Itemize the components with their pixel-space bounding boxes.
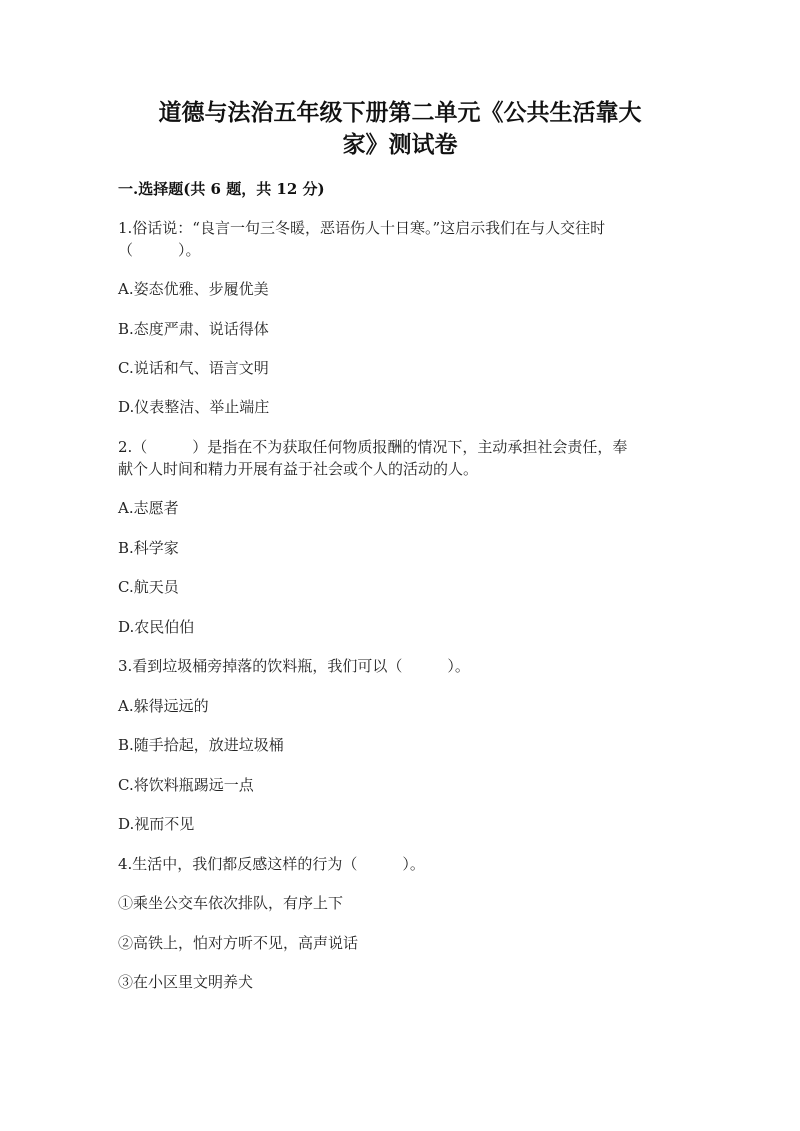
question-2-stem-line-2: 献个人时间和精力开展有益于社会或个人的活动的人。 [118, 460, 479, 478]
page-title-line-1: 道德与法治五年级下册第二单元《公共生活靠大 [158, 99, 642, 126]
question-1-stem-line-1: 1.俗话说：“良言一句三冬暖，恶语伤人十日寒。”这启示我们在与人交往时 [118, 219, 606, 237]
question-2-option-d: D.农民伯伯 [118, 618, 195, 636]
question-1-option-a: A.姿态优雅、步履优美 [118, 280, 269, 298]
question-3-option-b: B.随手拾起，放进垃圾桶 [118, 736, 284, 754]
question-4-item-2: ②高铁上，怕对方听不见，高声说话 [118, 934, 359, 952]
question-3-option-a: A.躲得远远的 [118, 697, 209, 715]
question-1-option-b: B.态度严肃、说话得体 [118, 320, 269, 338]
question-4-item-3: ③在小区里文明养犬 [118, 973, 254, 991]
question-4-stem: 4.生活中，我们都反感这样的行为（ ）。 [118, 855, 425, 873]
question-2-option-b: B.科学家 [118, 539, 179, 557]
question-1-stem-line-2: （ ）。 [118, 241, 201, 259]
question-2-stem-line-1: 2.（ ）是指在不为获取任何物质报酬的情况下，主动承担社会责任，奉 [118, 438, 628, 456]
page-title-line-2: 家》测试卷 [342, 131, 458, 158]
question-2-option-c: C.航天员 [118, 578, 179, 596]
question-4-item-1: ①乘坐公交车依次排队，有序上下 [118, 894, 344, 912]
question-1-option-d: D.仪表整洁、举止端庄 [118, 398, 270, 416]
question-1-option-c: C.说话和气、语言文明 [118, 359, 269, 377]
question-3-option-d: D.视而不见 [118, 815, 195, 833]
section-heading: 一.选择题(共 6 题，共 12 分) [118, 180, 325, 198]
question-3-option-c: C.将饮料瓶踢远一点 [118, 776, 254, 794]
question-3-stem: 3.看到垃圾桶旁掉落的饮料瓶，我们可以（ ）。 [118, 657, 470, 675]
question-2-option-a: A.志愿者 [118, 499, 179, 517]
